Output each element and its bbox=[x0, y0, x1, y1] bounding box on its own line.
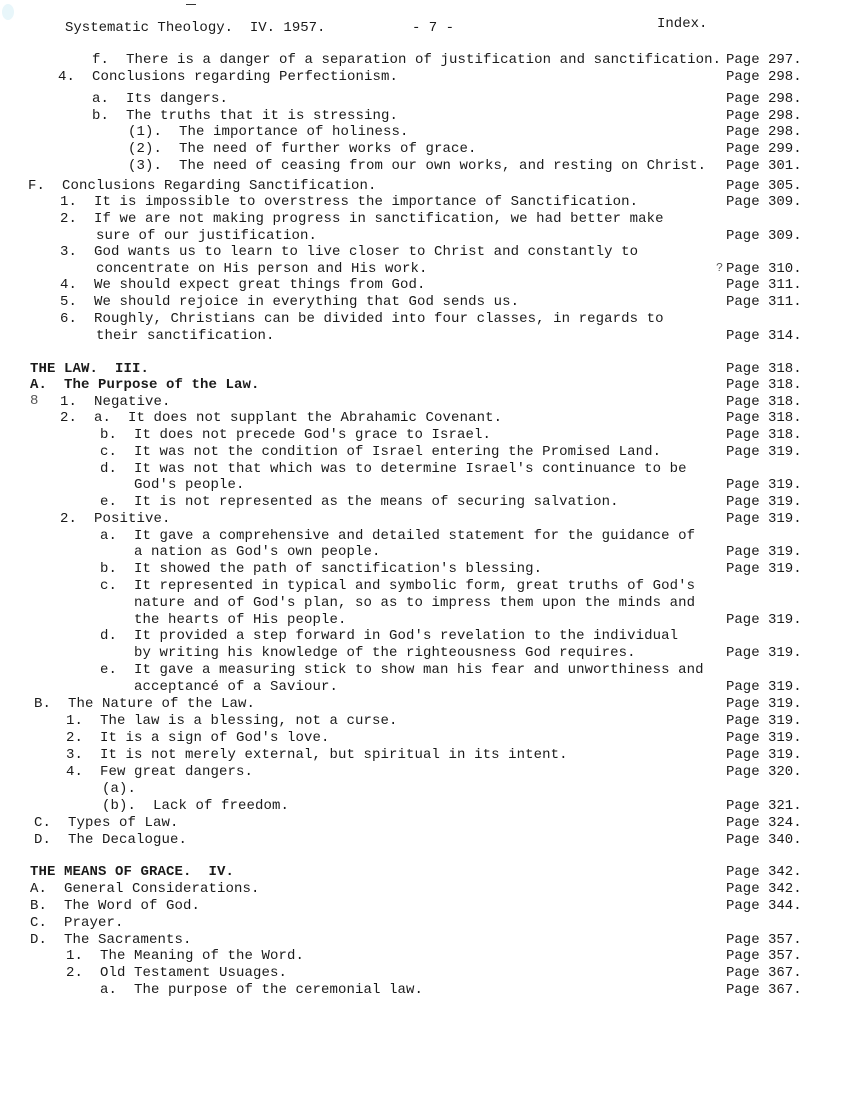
entry-page-ref: Page 319. bbox=[726, 444, 802, 460]
entry-page-ref: Page 357. bbox=[726, 948, 802, 964]
entry-page-ref: Page 342. bbox=[726, 864, 802, 880]
entry-label: 1. The Meaning of the Word. bbox=[66, 948, 305, 964]
entry-label: (3). The need of ceasing from our own works, and resting on Christ. bbox=[128, 158, 707, 174]
entry-page-ref: Page 298. bbox=[726, 124, 802, 140]
entry-label: God's people. bbox=[134, 477, 245, 493]
entry-label: f. There is a danger of a separation of justification and sanctification. bbox=[92, 52, 722, 68]
entry-page-ref: Page 311. bbox=[726, 277, 802, 293]
entry-page-ref: Page 319. bbox=[726, 511, 802, 527]
entry-label: 2. Positive. bbox=[60, 511, 171, 527]
entry-page-ref: Page 319. bbox=[726, 696, 802, 712]
entry-page-ref: Page 318. bbox=[726, 410, 802, 426]
entry-page-ref: Page 321. bbox=[726, 798, 802, 814]
entry-page-ref: Page 299. bbox=[726, 141, 802, 157]
entry-label: (2). The need of further works of grace. bbox=[128, 141, 477, 157]
entry-page-ref: Page 367. bbox=[726, 965, 802, 981]
entry-page-ref: Page 301. bbox=[726, 158, 802, 174]
entry-page-ref: Page 319. bbox=[726, 544, 802, 560]
entry-page-ref: Page 298. bbox=[726, 91, 802, 107]
entry-label: 6. Roughly, Christians can be divided into four classes, in regards to bbox=[60, 311, 664, 327]
entry-page-ref: Page 319. bbox=[726, 747, 802, 763]
entry-page-ref: Page 298. bbox=[726, 108, 802, 124]
entry-page-ref: Page 342. bbox=[726, 881, 802, 897]
entry-label: 5. We should rejoice in everything that God sends us. bbox=[60, 294, 520, 310]
entry-page-ref: Page 305. bbox=[726, 178, 802, 194]
entry-label: b. It does not precede God's grace to Israel. bbox=[100, 427, 492, 443]
entry-label: acceptancé of a Saviour. bbox=[134, 679, 339, 695]
entry-page-ref: Page 298. bbox=[726, 69, 802, 85]
entry-label: e. It gave a measuring stick to show man his fear and unworthiness and bbox=[100, 662, 704, 678]
entry-label: 4. Few great dangers. bbox=[66, 764, 254, 780]
entry-label: 2. a. It does not supplant the Abrahamic Covenant. bbox=[60, 410, 503, 426]
entry-label: (b). Lack of freedom. bbox=[102, 798, 290, 814]
entry-label: C. Prayer. bbox=[30, 915, 124, 931]
margin-question-mark: ? bbox=[716, 261, 724, 275]
entry-label: 4. Conclusions regarding Perfectionism. bbox=[58, 69, 399, 85]
entry-label: THE MEANS OF GRACE. IV. bbox=[30, 864, 235, 880]
entry-page-ref: Page 367. bbox=[726, 982, 802, 998]
entry-label: a nation as God's own people. bbox=[134, 544, 381, 560]
entry-page-ref: Page 314. bbox=[726, 328, 802, 344]
entry-page-ref: Page 309. bbox=[726, 194, 802, 210]
entry-page-ref: Page 319. bbox=[726, 494, 802, 510]
entry-label: D. The Decalogue. bbox=[34, 832, 188, 848]
entry-label: 3. It is not merely external, but spiritual in its intent. bbox=[66, 747, 568, 763]
entry-page-ref: Page 319. bbox=[726, 561, 802, 577]
entry-label: 2. Old Testament Usuages. bbox=[66, 965, 288, 981]
entry-page-ref: Page 318. bbox=[726, 427, 802, 443]
entry-page-ref: Page 318. bbox=[726, 394, 802, 410]
entry-label: (a). bbox=[102, 781, 137, 797]
entry-page-ref: Page 311. bbox=[726, 294, 802, 310]
entry-page-ref: Page 319. bbox=[726, 730, 802, 746]
entry-label: B. The Nature of the Law. bbox=[34, 696, 256, 712]
header-section: Index. bbox=[657, 16, 708, 32]
entry-page-ref: Page 319. bbox=[726, 679, 802, 695]
entry-label: C. Types of Law. bbox=[34, 815, 179, 831]
entry-page-ref: Page 319. bbox=[726, 612, 802, 628]
entry-label: b. The truths that it is stressing. bbox=[92, 108, 399, 124]
entry-label: 2. It is a sign of God's love. bbox=[66, 730, 330, 746]
entry-page-ref: Page 310. bbox=[726, 261, 802, 277]
entry-label: d. It was not that which was to determine Israel's continuance to be bbox=[100, 461, 687, 477]
scan-smudge bbox=[2, 4, 14, 20]
entry-page-ref: Page 319. bbox=[726, 713, 802, 729]
entry-page-ref: Page 324. bbox=[726, 815, 802, 831]
scan-dash-mark bbox=[186, 4, 196, 5]
entry-label: by writing his knowledge of the righteousness God requires. bbox=[134, 645, 636, 661]
entry-page-ref: Page 357. bbox=[726, 932, 802, 948]
entry-label: 2. If we are not making progress in sanctification, we had better make bbox=[60, 211, 664, 227]
entry-label: 1. The law is a blessing, not a curse. bbox=[66, 713, 398, 729]
entry-label: b. It showed the path of sanctification's blessing. bbox=[100, 561, 543, 577]
entry-page-ref: Page 318. bbox=[726, 361, 802, 377]
entry-label: (1). The importance of holiness. bbox=[128, 124, 409, 140]
header-page-number: - 7 - bbox=[412, 20, 455, 36]
entry-label: A. General Considerations. bbox=[30, 881, 260, 897]
entry-page-ref: Page 340. bbox=[726, 832, 802, 848]
entry-page-ref: Page 297. bbox=[726, 52, 802, 68]
entry-label: a. The purpose of the ceremonial law. bbox=[100, 982, 424, 998]
entry-label: 1. Negative. bbox=[60, 394, 171, 410]
entry-label: c. It was not the condition of Israel entering the Promised Land. bbox=[100, 444, 662, 460]
entry-label: concentrate on His person and His work. bbox=[96, 261, 428, 277]
margin-numeral-eight: 8 bbox=[30, 393, 39, 409]
entry-label: their sanctification. bbox=[96, 328, 275, 344]
entry-label: c. It represented in typical and symbolic form, great truths of God's bbox=[100, 578, 696, 594]
entry-label: A. The Purpose of the Law. bbox=[30, 377, 260, 393]
entry-page-ref: Page 320. bbox=[726, 764, 802, 780]
entry-label: 3. God wants us to learn to live closer to Christ and constantly to bbox=[60, 244, 639, 260]
entry-label: 4. We should expect great things from God. bbox=[60, 277, 426, 293]
entry-label: B. The Word of God. bbox=[30, 898, 201, 914]
entry-label: 1. It is impossible to overstress the importance of Sanctification. bbox=[60, 194, 639, 210]
entry-label: d. It provided a step forward in God's revelation to the individual bbox=[100, 628, 679, 644]
entry-label: e. It is not represented as the means of securing salvation. bbox=[100, 494, 619, 510]
entry-page-ref: Page 319. bbox=[726, 645, 802, 661]
entry-label: sure of our justification. bbox=[96, 228, 318, 244]
entry-label: D. The Sacraments. bbox=[30, 932, 192, 948]
entry-page-ref: Page 318. bbox=[726, 377, 802, 393]
entry-label: the hearts of His people. bbox=[134, 612, 347, 628]
entry-label: THE LAW. III. bbox=[30, 361, 150, 377]
entry-label: F. Conclusions Regarding Sanctification. bbox=[28, 178, 377, 194]
entry-label: a. It gave a comprehensive and detailed statement for the guidance of bbox=[100, 528, 696, 544]
entry-page-ref: Page 344. bbox=[726, 898, 802, 914]
header-course: Systematic Theology. IV. 1957. bbox=[65, 20, 326, 36]
entry-label: nature and of God's plan, so as to impress them upon the minds and bbox=[134, 595, 696, 611]
entry-label: a. Its dangers. bbox=[92, 91, 229, 107]
entry-page-ref: Page 309. bbox=[726, 228, 802, 244]
entry-page-ref: Page 319. bbox=[726, 477, 802, 493]
